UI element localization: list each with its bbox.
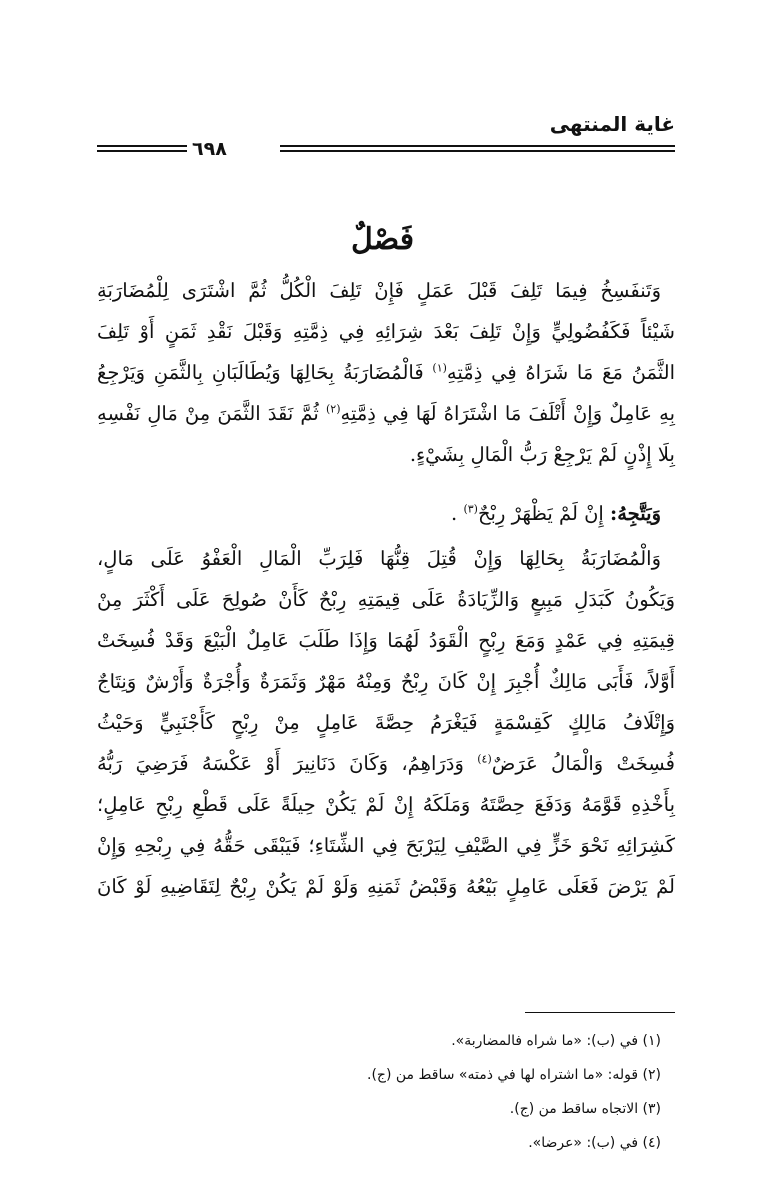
- text-line: لَمْ يَرْضَ فَعَلَى عَامِلٍ بَيْعُهُ وَقَبْضُ ثَمَنِهِ وَلَوْ لَمْ يَكُنْ رِبْحٌ لِتَقَاضِيهِ لَوْ كَانَ: [97, 875, 675, 898]
- running-title: غاية المنتهى: [549, 112, 675, 136]
- header-rule-line: [280, 145, 675, 147]
- footnote-marker: (١): [432, 361, 447, 375]
- header-rule-line: [97, 150, 187, 152]
- text-line: [97, 743, 675, 784]
- text-line: وَالْمُضَارَبَةُ بِحَالِهَا وَإِنْ قُتِلَ قِنُّهَا فَلِرَبِّ الْمَالِ الْعَفْوُ عَلَى مَالٍ،: [97, 547, 661, 570]
- text-segment: الثَّمَنُ مَعَ مَا شَرَاهُ فِي ذِمَّتِهِ: [446, 361, 675, 384]
- header-rule: [97, 140, 675, 170]
- text-line: كَشِرَائِهِ نَحْوَ خَزٍّ فِي الصَّيْفِ لِيَرْبَحَ فِي الشِّتَاءِ؛ فَيَبْقَى حَقُّهُ فِي رِبْحِهِ وَإِنْ: [97, 834, 675, 857]
- footnote: (٣) الاتجاه ساقط من (ج).: [509, 1101, 661, 1117]
- text-line: وَإِتْلَافُ مَالِكٍ كَقِسْمَةٍ فَيَغْرَمُ حِصَّةَ عَامِلٍ مِنْ رِبْحٍ كَأَجْنَبِيٍّ وَحَيْثُ: [97, 711, 675, 734]
- text-segment: فُسِخَتْ وَالْمَالُ عَرَضٌ: [491, 752, 676, 775]
- text-line: [97, 352, 675, 393]
- text-line: [97, 393, 675, 434]
- section-heading: فَصْلٌ: [350, 222, 415, 257]
- text-segment: إِنْ لَمْ يَظْهَرْ رِبْحٌ: [477, 502, 604, 525]
- ittijah-term: وَيَتَّجِهُ:: [610, 502, 661, 525]
- footnotes: [97, 1024, 675, 1160]
- text-line: شَيْئاً فَكَفُضُولِيٍّ وَإِنْ تَلِفَ بَعْدَ شِرَائِهِ فِي ذِمَّتِهِ وَقَبْلَ نَقْدِ ثَمَنٍ أَوْ تَلِفَ: [97, 320, 675, 343]
- paragraph-2: [97, 493, 675, 534]
- text-line: وَيَكُونُ كَبَدَلِ مَبِيعٍ وَالزِّيَادَةُ عَلَى قِيمَتِهِ رِبْحٌ كَأَنْ صُولِحَ عَلَى أَكْثَرَ مِنْ: [97, 588, 675, 611]
- header-rule-line: [97, 145, 187, 147]
- footnote-marker: (٤): [477, 752, 492, 766]
- text-segment: بِهِ عَامِلٌ وَإِنْ أَتْلَفَ مَا اشْتَرَاهُ لَهَا فِي ذِمَّتِهِ: [340, 402, 676, 425]
- text-line: أَوَّلاً، فَأَبَى مَالِكٌ أُجْبِرَ إِنْ كَانَ رِبْحٌ وَمِنْهُ مَهْرٌ وَثَمَرَةٌ وَأُجْرَةٌ وَأَرْشٌ وَنِتَاجٌ: [97, 670, 675, 693]
- footnote: (٢) قوله: «ما اشتراه لها في ذمته» ساقط من (ج).: [367, 1067, 661, 1083]
- text-segment: .: [451, 502, 458, 525]
- text-segment: ثُمَّ نَقَدَ الثَّمَنَ مِنْ مَالِ نَفْسِهِ: [97, 402, 319, 425]
- footnote-marker: (٢): [325, 402, 341, 416]
- page-number: ٦٩٨: [192, 138, 227, 160]
- footnote-separator: [525, 1012, 675, 1013]
- footnote-marker: (٣): [463, 502, 478, 516]
- text-line: قِيمَتِهِ فِي عَمْدٍ وَمَعَ رِبْحٍ الْقَوَدُ لَهُمَا وَإِذَا طَلَبَ عَامِلٌ الْبَيْعَ وَقَدْ فُسِخَتْ: [97, 629, 675, 652]
- paragraph-1: [97, 270, 675, 475]
- header-rule-line: [280, 150, 675, 152]
- text-segment: وَدَرَاهِمُ، وَكَانَ دَنَانِيرَ أَوْ عَكْسَهُ فَرَضِيَ رَبُّهُ: [97, 752, 464, 775]
- text-segment: فَالْمُضَارَبَةُ بِحَالِهَا وَيُطَالَبَانِ بِالثَّمَنِ وَيَرْجِعُ: [97, 361, 424, 384]
- footnote: (٤) في (ب): «عرضا».: [528, 1135, 661, 1151]
- paragraph-3: [97, 538, 675, 907]
- text-line: وَتَنفَسِخُ فِيمَا تَلِفَ قَبْلَ عَمَلٍ فَإِنْ تَلِفَ الْكُلُّ ثُمَّ اشْتَرَى لِلْمُضَارَبَةِ: [97, 279, 661, 302]
- text-line: [97, 493, 675, 534]
- footnote: (١) في (ب): «ما شراه فالمضاربة».: [451, 1033, 661, 1049]
- text-line: بِلَا إِذْنٍ لَمْ يَرْجِعْ رَبُّ الْمَالِ بِشَيْءٍ.: [409, 443, 675, 466]
- text-line: بِأَخْذِهِ قَوَّمَهُ وَدَفَعَ حِصَّتَهُ وَمَلَكَهُ إِنْ لَمْ يَكُنْ حِيلَةً عَلَى قَطْعِ رِبْحِ عَامِلٍ؛: [97, 793, 675, 816]
